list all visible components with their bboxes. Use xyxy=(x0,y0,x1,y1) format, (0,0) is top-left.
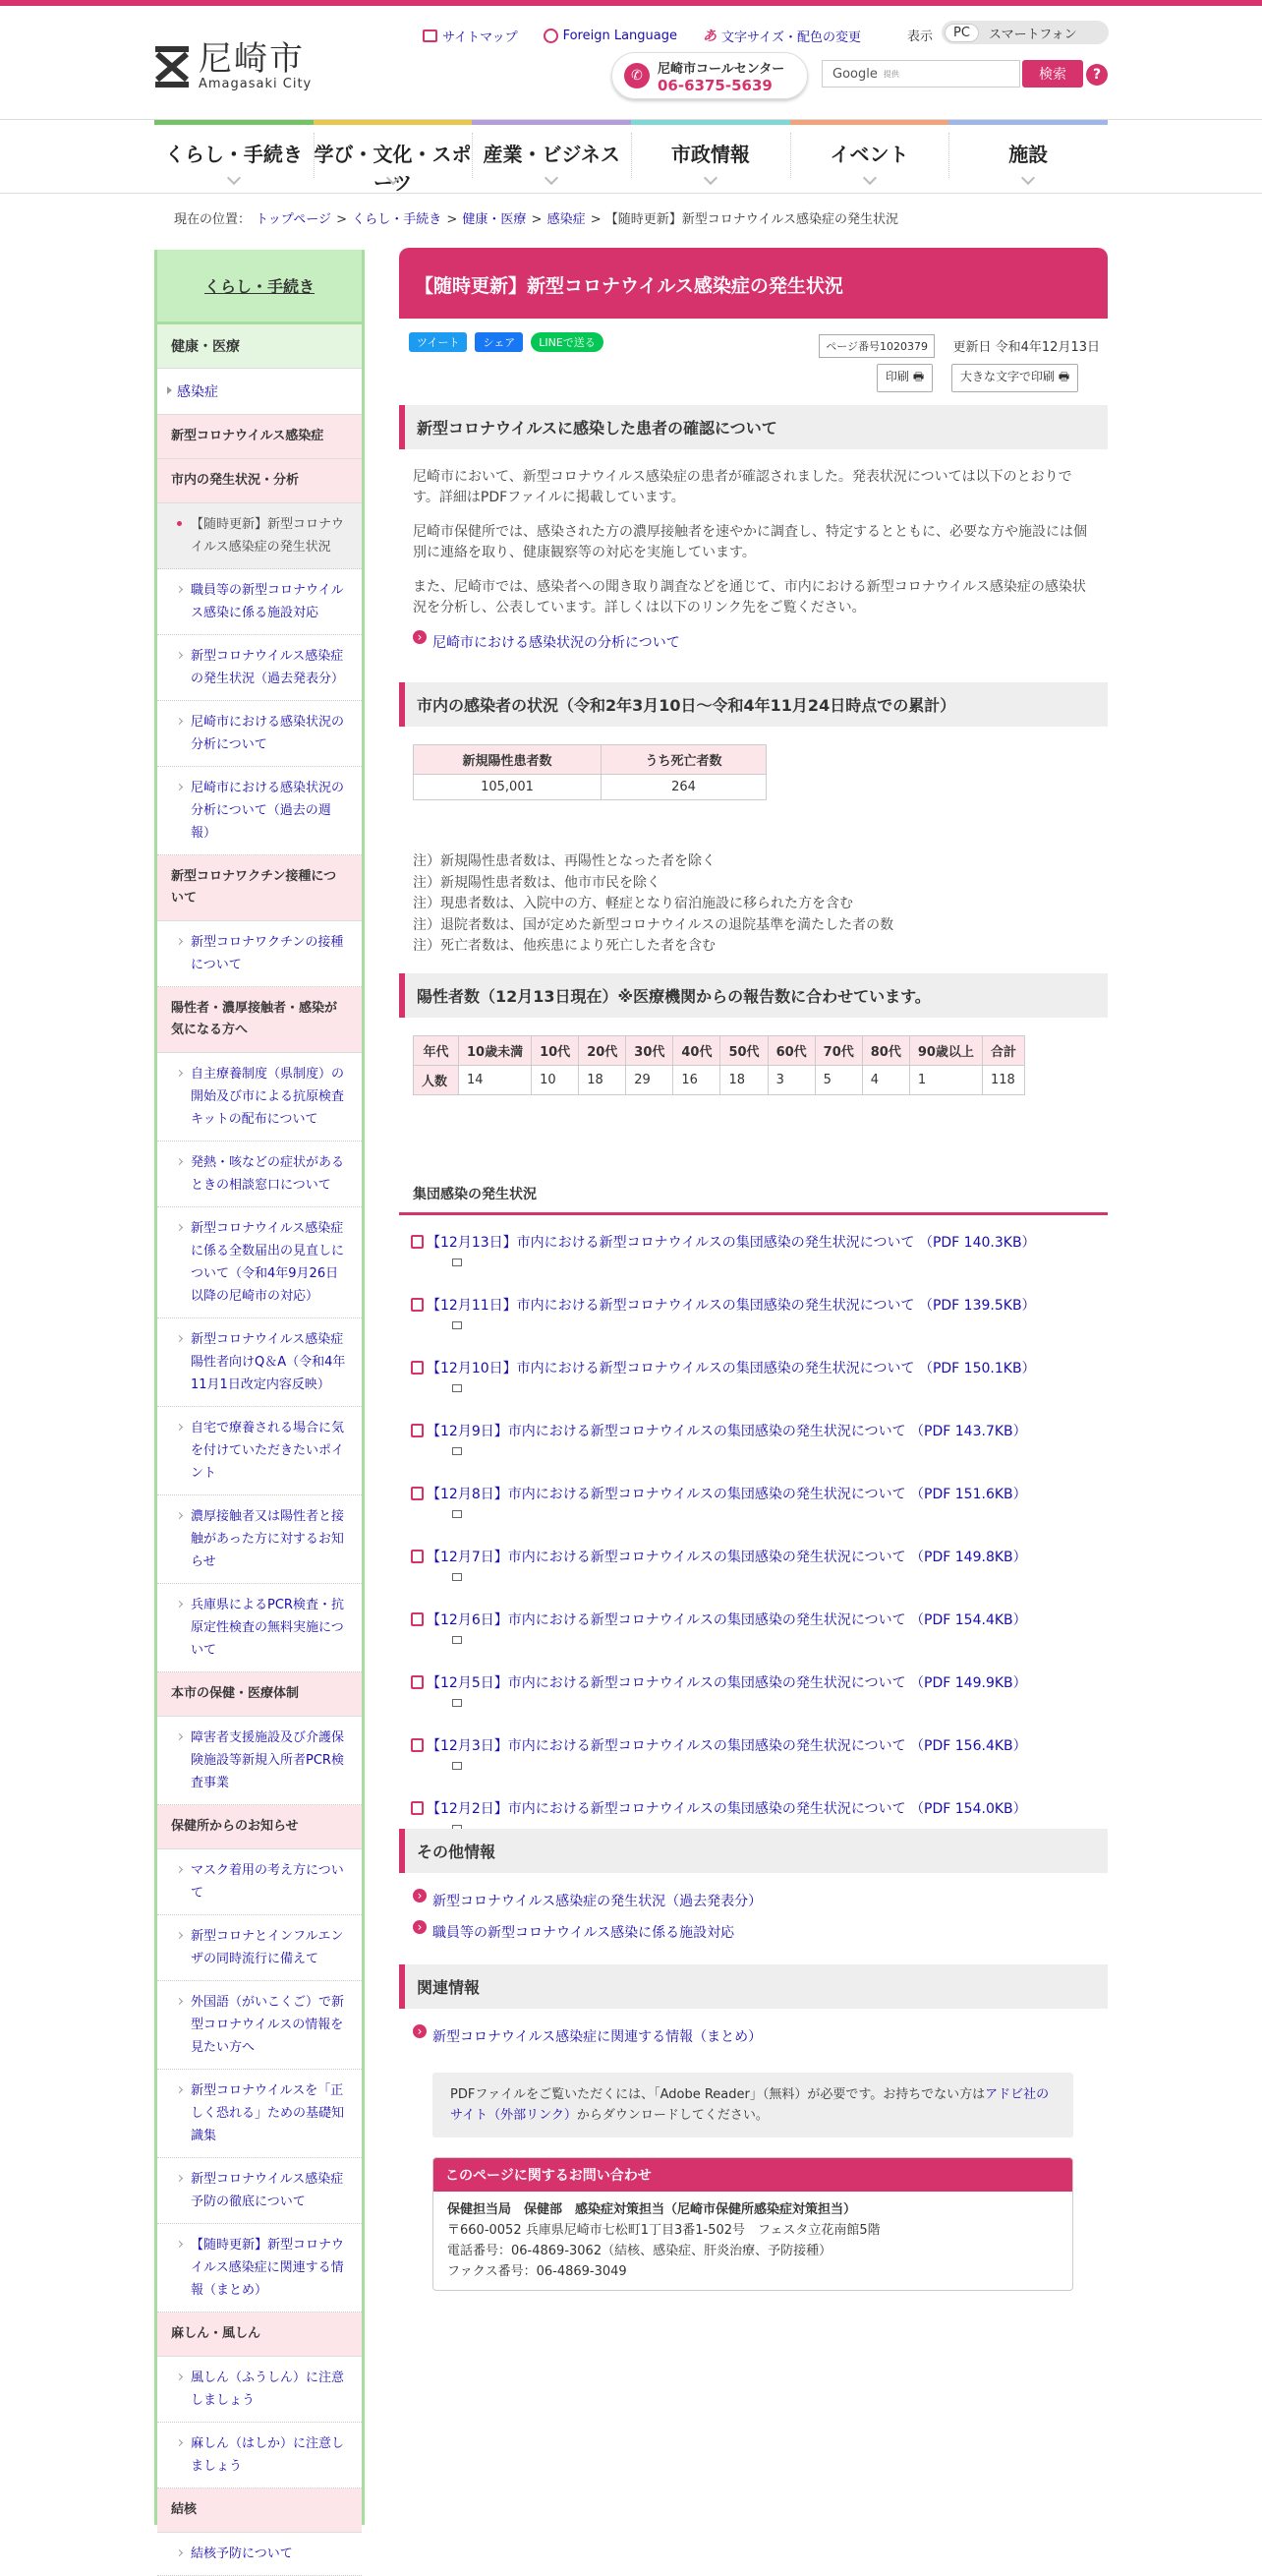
gnav-separator xyxy=(472,133,473,178)
age-cell: 14 xyxy=(459,1066,532,1095)
sidebar-group-title: 市内の発生状況・分析 xyxy=(157,459,362,503)
search-input[interactable]: Google 提供 xyxy=(822,60,1020,88)
pdf-icon xyxy=(411,1550,424,1563)
contact-heading: このページに関するお問い合わせ xyxy=(433,2158,1072,2192)
print-button[interactable]: 印刷 🖶 xyxy=(877,364,933,392)
globe-icon xyxy=(544,29,558,43)
cumulative-table: 新規陽性患者数 うち死亡者数 105,001 264 xyxy=(413,744,767,800)
breadcrumb-current: 【随時更新】新型コロナウイルス感染症の発生状況 xyxy=(604,212,899,227)
cluster-pdf-item[interactable]: 【12月6日】市内における新型コロナウイルスの集団感染の発生状況について （PDF 154.4KB） xyxy=(399,1610,1108,1644)
age-header: 40代 xyxy=(673,1036,720,1066)
contact-fax: ファクス番号：06-4869-3049 xyxy=(447,2264,627,2279)
print-large-button[interactable]: 大きな文字で印刷 🖶 xyxy=(951,364,1078,392)
sidebar-link[interactable]: 尼崎市における感染状況の分析について xyxy=(157,701,362,767)
section-age-title: 陽性者数（12月13日現在）※医療機関からの報告数に合わせています。 xyxy=(399,973,1108,1018)
sidebar-link[interactable]: 風しん（ふうしん）に注意しましょう xyxy=(157,2357,362,2423)
cluster-pdf-item[interactable]: 【12月7日】市内における新型コロナウイルスの集団感染の発生状況について （PDF 149.8KB） xyxy=(399,1548,1108,1581)
age-cell: 29 xyxy=(626,1066,673,1095)
logo-subtitle: Amagasaki City xyxy=(199,77,313,91)
pdf-icon xyxy=(411,1298,424,1312)
sidebar-link[interactable]: マスク着用の考え方について xyxy=(157,1849,362,1915)
age-cell: 16 xyxy=(673,1066,720,1095)
notes-list xyxy=(399,851,1108,958)
new-window-icon xyxy=(452,1762,462,1770)
age-cell: 118 xyxy=(982,1066,1024,1095)
pdf-icon xyxy=(411,1235,424,1249)
age-header: 合計 xyxy=(982,1036,1024,1066)
sidebar-link[interactable]: 【随時更新】新型コロナウイルス感染症の発生状況 xyxy=(157,503,362,569)
sidebar-group-title: 新型コロナワクチン接種について xyxy=(157,855,362,921)
nav-divider xyxy=(0,193,1262,194)
age-cell: 18 xyxy=(720,1066,768,1095)
page-number: ページ番号1020379 xyxy=(819,334,935,358)
gnav-item-3[interactable]: 市政情報 xyxy=(631,120,790,189)
main-content xyxy=(399,248,1108,2279)
sidebar-link[interactable]: 新型コロナワクチンの接種について xyxy=(157,921,362,987)
new-window-icon xyxy=(452,1384,462,1392)
age-cell: 3 xyxy=(768,1066,815,1095)
global-nav xyxy=(154,120,1108,195)
display-label: 表示 xyxy=(907,29,934,44)
age-cell: 5 xyxy=(815,1066,862,1095)
breadcrumb-health[interactable]: 健康・医療 xyxy=(462,212,527,227)
sidebar-item-infection[interactable]: 感染症 xyxy=(157,369,362,415)
sidebar-group-title: 保健所からのお知らせ xyxy=(157,1805,362,1849)
related-summary-link[interactable]: › 新型コロナウイルス感染症に関連する情報（まとめ） xyxy=(399,2026,1108,2046)
display-pc-button[interactable]: PC xyxy=(945,24,979,42)
cluster-pdf-item[interactable]: 【12月13日】市内における新型コロナウイルスの集団感染の発生状況について （PDF 140.3KB） xyxy=(399,1233,1108,1266)
sidebar-head[interactable]: くらし・手続き xyxy=(157,250,362,324)
breadcrumb-infection[interactable]: 感染症 xyxy=(546,212,586,227)
age-cell: 4 xyxy=(862,1066,909,1095)
sidebar-link[interactable]: 尼崎市における感染状況の分析について（過去の週報） xyxy=(157,767,362,855)
note-item: 注）新規陽性患者数は、他市市民を除く xyxy=(413,874,660,891)
sidebar-group-title: 本市の保健・医療体制 xyxy=(157,1672,362,1717)
gnav-item-2[interactable]: 産業・ビジネス xyxy=(472,120,631,189)
cluster-pdf-item[interactable]: 【12月10日】市内における新型コロナウイルスの集団感染の発生状況について （PDF 150.1KB） xyxy=(399,1359,1108,1392)
section-paragraph: また、尼崎市では、感染者への聞き取り調査などを通じて、市内における新型コロナウイルス感染症の感染状況を分析し、公表しています。詳しくは以下のリンク先をご覧ください。 xyxy=(413,579,1086,615)
cluster-pdf-item[interactable]: 【12月2日】市内における新型コロナウイルスの集団感染の発生状況について （PDF 154.0KB） xyxy=(399,1799,1108,1833)
sitemap-icon xyxy=(423,29,437,42)
analysis-link[interactable]: › 尼崎市における感染状況の分析について xyxy=(399,632,1108,652)
contact-box xyxy=(432,2157,1073,2291)
foreign-language-link[interactable]: Foreign Language xyxy=(544,26,677,45)
staff-facility-link[interactable]: › 職員等の新型コロナウイルス感染に係る施設対応 xyxy=(399,1922,1108,1942)
sidebar-link[interactable]: 職員等の新型コロナウイルス感染に係る施設対応 xyxy=(157,569,362,635)
sidebar-link[interactable]: 新型コロナウイルス感染症の発生状況（過去発表分） xyxy=(157,635,362,701)
sidebar-link[interactable]: 障害者支援施設及び介護保険施設等新規入所者PCR検査事業 xyxy=(157,1717,362,1805)
pdf-icon xyxy=(411,1361,424,1375)
breadcrumb-top[interactable]: トップページ xyxy=(256,212,331,227)
sidebar-link[interactable]: 麻しん（はしか）に注意しましょう xyxy=(157,2423,362,2488)
contact-department: 保健担当局 保健部 感染症対策担当（尼崎市保健所感染症対策担当） xyxy=(447,2202,857,2217)
adobe-link[interactable]: アドビ社のサイト（外部リンク） xyxy=(450,2087,1050,2123)
sidebar-group-title: 麻しん・風しん xyxy=(157,2313,362,2357)
note-item: 注）死亡者数は、他疾患により死亡した者を含む xyxy=(413,938,716,954)
font-color-settings-link[interactable]: あ 文字サイズ・配色の変更 xyxy=(703,26,861,45)
sidebar-link[interactable]: 新型コロナウイルス感染症陽性者向けQ＆A（令和4年11月1日改定内容反映） xyxy=(157,1318,362,1407)
display-switch xyxy=(942,21,1109,44)
search-button[interactable]: 検索 xyxy=(1022,60,1083,88)
cluster-pdf-item[interactable]: 【12月3日】市内における新型コロナウイルスの集団感染の発生状況について （PDF 156.4KB） xyxy=(399,1736,1108,1770)
sidebar-link[interactable]: 結核予防について xyxy=(157,2533,362,2576)
pdf-icon xyxy=(411,1738,424,1752)
pdf-icon xyxy=(411,1487,424,1500)
gnav-separator xyxy=(948,133,949,178)
section-paragraph: 尼崎市において、新型コロナウイルス感染症の患者が確認されました。発表状況については以下のとおりです。詳細はPDFファイルに掲載しています。 xyxy=(413,469,1072,505)
new-window-icon xyxy=(452,1447,462,1455)
text-size-icon: あ xyxy=(703,29,717,44)
age-header: 80代 xyxy=(862,1036,909,1066)
sidebar-link[interactable]: 新型コロナウイルス感染症予防の徹底について xyxy=(157,2158,362,2224)
site-header xyxy=(0,6,1262,120)
sidebar xyxy=(154,250,365,2561)
breadcrumb-life[interactable]: くらし・手続き xyxy=(352,212,442,227)
line-share-button[interactable]: LINEで送る xyxy=(531,332,603,352)
related-info-title: 関連情報 xyxy=(399,1964,1108,2009)
facebook-share-button[interactable]: シェア xyxy=(475,332,523,352)
chevron-down-icon xyxy=(227,171,241,185)
sidebar-link[interactable]: 外国語（がいこくご）で新型コロナウイルスの情報を見たい方へ xyxy=(157,1981,362,2070)
new-window-icon xyxy=(452,1573,462,1581)
section-cumulative-title: 市内の感染者の状況（令和2年3月10日～令和4年11月24日時点での累計） xyxy=(399,682,1108,727)
sitemap-link[interactable]: サイトマップ xyxy=(423,26,518,45)
section-confirmed-title: 新型コロナウイルスに感染した患者の確認について xyxy=(399,405,1108,449)
note-item: 注）新規陽性患者数は、再陽性となった者を除く xyxy=(413,853,716,869)
sidebar-link[interactable]: 新型コロナウイルスを「正しく恐れる」ための基礎知識集 xyxy=(157,2070,362,2158)
age-cell: 18 xyxy=(579,1066,626,1095)
gnav-item-0[interactable]: くらし・手続き xyxy=(154,120,314,189)
other-info-title: その他情報 xyxy=(399,1829,1108,1873)
new-window-icon xyxy=(452,1259,462,1266)
help-icon[interactable]: ? xyxy=(1086,64,1108,86)
sidebar-link[interactable]: 自主療養制度（県制度）の開始及び市による抗原検査キットの配布について xyxy=(157,1053,362,1142)
age-header: 年代 xyxy=(414,1036,459,1066)
age-header: 30代 xyxy=(626,1036,673,1066)
age-header: 90歳以上 xyxy=(909,1036,982,1066)
sidebar-link[interactable]: 【随時更新】新型コロナウイルス感染症に関連する情報（まとめ） xyxy=(157,2224,362,2313)
new-window-icon xyxy=(452,1510,462,1518)
cluster-pdf-item[interactable]: 【12月8日】市内における新型コロナウイルスの集団感染の発生状況について （PDF 151.6KB） xyxy=(399,1485,1108,1518)
chevron-down-icon xyxy=(1021,171,1035,185)
section-paragraph: 尼崎市保健所では、感染された方の濃厚接触者を速やかに調査し、特定するとともに、必要な方や施設には個別に連絡を取り、健康観察等の対応を実施しています。 xyxy=(413,524,1087,560)
new-window-icon xyxy=(452,1321,462,1329)
age-header: 10代 xyxy=(532,1036,579,1066)
sidebar-link[interactable]: 自宅で療養される場合に気を付けていただきたいポイント xyxy=(157,1407,362,1495)
pdf-icon xyxy=(411,1612,424,1626)
breadcrumb: 現在の位置： トップページ > くらし・手続き > 健康・医療 > 感染症 > 【随時更新】新型コロナウイルス感染症の発生状況 xyxy=(174,212,899,227)
display-smartphone-button[interactable]: スマートフォン xyxy=(988,27,1077,42)
chevron-down-icon xyxy=(704,171,717,185)
city-emblem-icon xyxy=(153,44,191,89)
cluster-pdf-item[interactable]: 【12月9日】市内における新型コロナウイルスの集団感染の発生状況について （PDF 143.7KB） xyxy=(399,1422,1108,1455)
sidebar-link[interactable]: 発熱・咳などの症状があるときの相談窓口について xyxy=(157,1142,362,1207)
cluster-title: 集団感染の発生状況 xyxy=(399,1184,1108,1215)
new-window-icon xyxy=(452,1699,462,1707)
gnav-separator xyxy=(314,133,315,178)
call-center-name: 尼崎市コールセンター xyxy=(658,61,785,77)
site-logo[interactable] xyxy=(153,41,312,91)
sidebar-link[interactable]: 兵庫県によるPCR検査・抗原定性検査の無料実施について xyxy=(157,1584,362,1672)
past-announcements-link[interactable]: › 新型コロナウイルス感染症の発生状況（過去発表分） xyxy=(399,1891,1108,1910)
sidebar-group-title: 新型コロナウイルス感染症 xyxy=(157,415,362,459)
gnav-item-5[interactable]: 施設 xyxy=(948,120,1108,189)
sidebar-link[interactable]: 濃厚接触者又は陽性者と接触があった方に対するお知らせ xyxy=(157,1495,362,1584)
pdf-icon xyxy=(411,1424,424,1437)
logo-name: 尼崎市 xyxy=(199,39,305,79)
sidebar-group-title: 陽性者・濃厚接触者・感染が気になる方へ xyxy=(157,987,362,1053)
contact-address: 〒660-0052 兵庫県尼崎市七松町1丁目3番1-502号 フェスタ立花南館5階 xyxy=(447,2223,881,2238)
phone-icon: ✆ xyxy=(624,63,650,88)
age-cell: 10 xyxy=(532,1066,579,1095)
sidebar-group-title: 結核 xyxy=(157,2488,362,2533)
call-center-tel: 06-6375-5639 xyxy=(658,76,773,94)
age-header: 60代 xyxy=(768,1036,815,1066)
sidebar-category: 健康・医療 xyxy=(157,324,362,369)
note-item: 注）現患者数は、入院中の方、軽症となり宿泊施設に移られた方を含む xyxy=(413,896,853,911)
chevron-down-icon xyxy=(545,171,558,185)
cluster-pdf-item[interactable]: 【12月11日】市内における新型コロナウイルスの集団感染の発生状況について （PDF 139.5KB） xyxy=(399,1296,1108,1329)
contact-tel: 電話番号：06-4869-3062（結核、感染症、肝炎治療、予防接種） xyxy=(447,2244,832,2258)
gnav-separator xyxy=(631,133,632,178)
sidebar-link[interactable]: 新型コロナとインフルエンザの同時流行に備えて xyxy=(157,1915,362,1981)
gnav-item-4[interactable]: イベント xyxy=(790,120,949,189)
pdf-icon xyxy=(411,1675,424,1689)
new-window-icon xyxy=(452,1636,462,1644)
call-center-box[interactable] xyxy=(611,52,808,99)
age-cell: 1 xyxy=(909,1066,982,1095)
age-header: 50代 xyxy=(720,1036,768,1066)
chevron-down-icon xyxy=(862,171,876,185)
age-header: 70代 xyxy=(815,1036,862,1066)
age-header: 10歳未満 xyxy=(459,1036,532,1066)
page-title: 【随時更新】新型コロナウイルス感染症の発生状況 xyxy=(399,248,1108,319)
age-cell: 人数 xyxy=(414,1066,459,1095)
updated-date: 更新日 令和4年12月13日 xyxy=(952,340,1100,355)
age-table xyxy=(413,1035,1025,1095)
note-item: 注）退院者数は、国が定めた新型コロナウイルスの退院基準を満たした者の数 xyxy=(413,916,894,933)
pdf-icon xyxy=(411,1801,424,1815)
age-header: 20代 xyxy=(579,1036,626,1066)
tweet-button[interactable]: ツイート xyxy=(409,332,467,352)
cluster-pdf-item[interactable]: 【12月5日】市内における新型コロナウイルスの集団感染の発生状況について （PDF 149.9KB） xyxy=(399,1673,1108,1707)
gnav-separator xyxy=(790,133,791,178)
pdf-reader-note: PDFファイルをご覧いただくには、「Adobe Reader」（無料）が必要です。お持ちでない方はアドビ社のサイト（外部リンク）からダウンロードしてください。 xyxy=(432,2073,1073,2137)
gnav-item-1[interactable]: 学び・文化・スポーツ xyxy=(314,120,473,189)
sidebar-link[interactable]: 新型コロナウイルス感染症に係る全数届出の見直しについて（令和4年9月26日以降の尼崎市の対応） xyxy=(157,1207,362,1318)
